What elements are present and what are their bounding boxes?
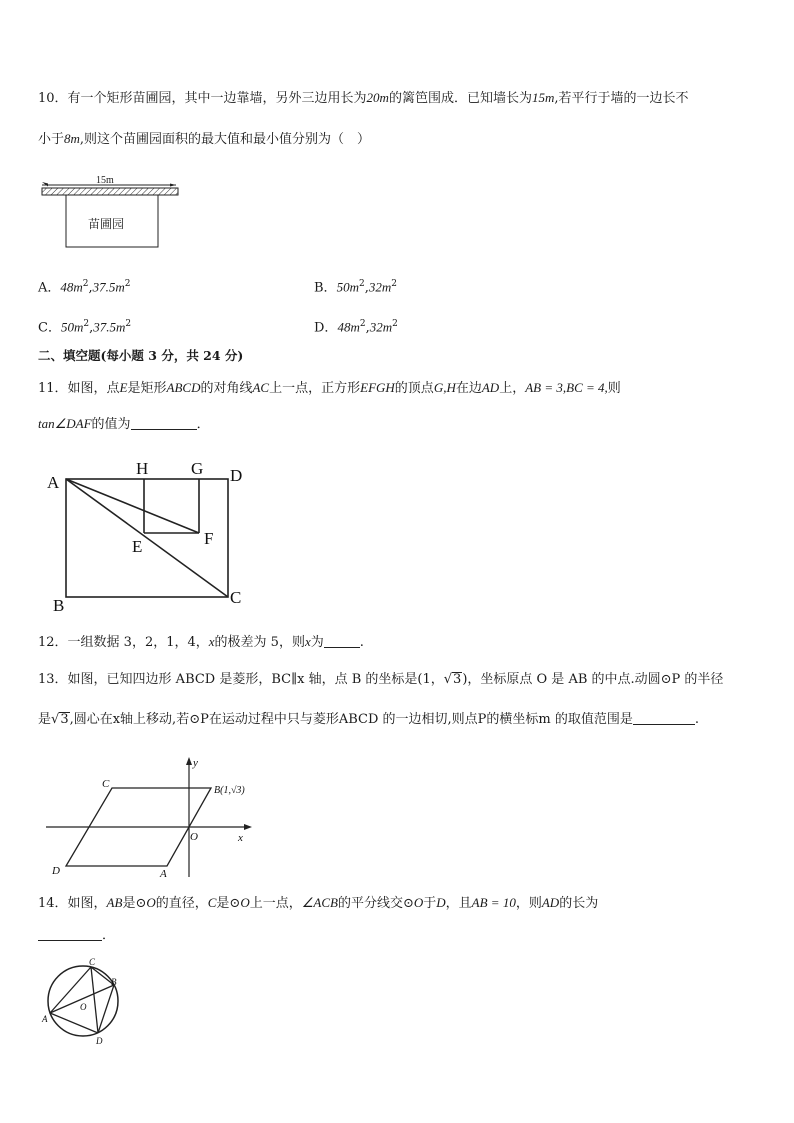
q11-label-e: E: [132, 537, 143, 556]
q10-figure: [36, 170, 186, 252]
q11-label-f: F: [204, 529, 214, 548]
q13-label-c: C: [102, 778, 110, 790]
q14-label-o: O: [80, 1002, 87, 1012]
q11-label-h: H: [136, 459, 149, 478]
q13-label-d: D: [52, 865, 60, 877]
q10-line2: 小于8m,则这个苗圃园面积的最大值和最小值分别为（ ）: [38, 131, 371, 147]
q11-label-d: D: [230, 466, 243, 485]
q14-line1: 14．如图，AB是⊙O的直径，C是⊙O上一点，∠ACB的平分线交⊙O于D，且AB = 10，则AD的长为: [38, 895, 599, 911]
q10-option-b[interactable]: B．$50m^2,32m^2$: [314, 279, 397, 296]
q12-line: 12．一组数据 3，2，1，4，x的极差为 5，则x为 .: [38, 634, 364, 650]
q13-label-a: A: [160, 868, 167, 880]
section-heading: 二、填空题(每小题 3 分，共 24 分): [38, 348, 244, 363]
q14-label-b: B: [111, 977, 117, 987]
q14-answer-blank[interactable]: [38, 926, 102, 941]
q11-line1: 11．如图，点E是矩形ABCD的对角线AC上一点，正方形EFGH的顶点G,H在边AD上，AB = 3,BC = 4,则: [38, 380, 621, 396]
q13-line2: 是√3,圆心在x轴上移动,若⊙P在运动过程中只与菱形ABCD 的一边相切,则点P的横坐标m 的取值范围是 .: [38, 712, 699, 727]
q14-line2: ．: [38, 926, 115, 946]
q11-answer-blank[interactable]: [131, 415, 197, 430]
q10-option-d[interactable]: D．$48m^2,32m^2$: [314, 319, 398, 336]
q14-label-d: D: [96, 1036, 103, 1045]
q11-line2: tan∠DAF的值为 ．: [38, 416, 210, 432]
q13-label-b: B(1,√3): [214, 785, 245, 796]
q11-label-b: B: [53, 596, 65, 615]
q14-label-c: C: [89, 957, 96, 967]
q13-label-o: O: [190, 831, 198, 843]
q10-line1: 10．有一个矩形苗圃园，其中一边靠墙，另外三边用长为20m的篱笆围成．已知墙长为15m,若平行于墙的一边长不: [38, 90, 689, 106]
q11-figure: [44, 455, 254, 615]
q14-figure: [38, 955, 128, 1045]
q13-line1: 13．如图，已知四边形 ABCD 是菱形，BC∥x 轴，点 B 的坐标是(1，√3)，坐标原点 O 是 AB 的中点.动圆⊙P 的半径: [38, 672, 724, 687]
q10-garden-label: 苗圃园: [88, 217, 125, 231]
q11-label-g: G: [191, 459, 204, 478]
q14-label-a: A: [42, 1014, 48, 1024]
q11-label-c: C: [230, 588, 242, 607]
q10-option-c[interactable]: C．$50m^2,37.5m^2$: [38, 319, 132, 336]
q13-label-y: y: [193, 757, 198, 769]
q13-figure: [40, 755, 270, 885]
q10-wall-label: 15m: [96, 175, 114, 186]
q12-answer-blank[interactable]: [324, 633, 360, 648]
q10-option-a[interactable]: A．$48m^2,37.5m^2$: [38, 279, 131, 296]
q13-label-x: x: [238, 832, 243, 844]
q13-answer-blank[interactable]: [633, 710, 695, 725]
q11-label-a: A: [47, 473, 60, 492]
